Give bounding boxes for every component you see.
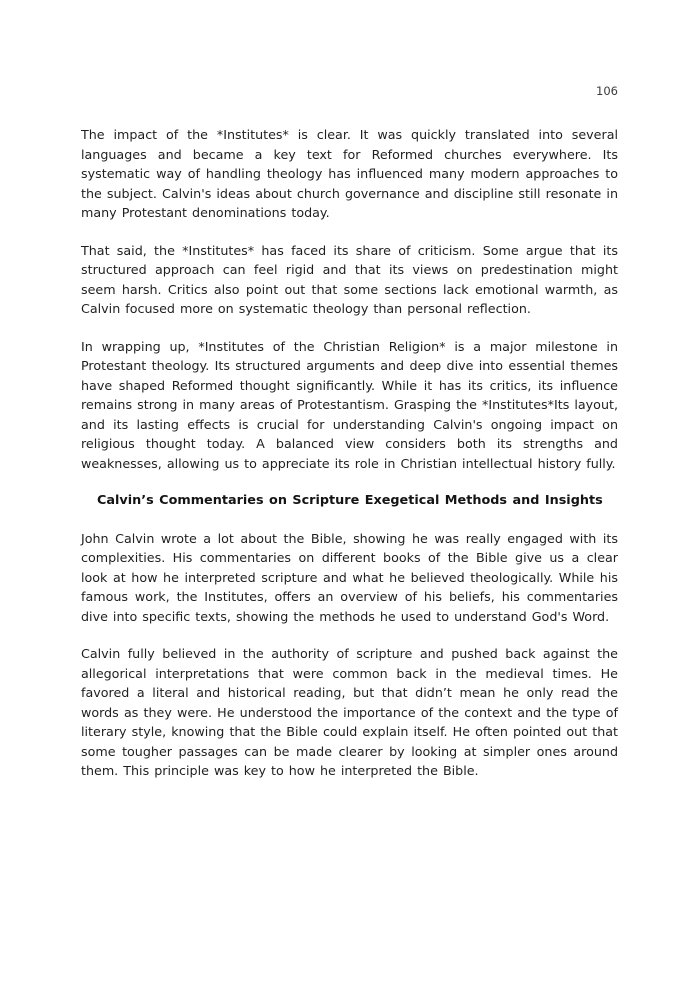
paragraph-commentaries-intro: John Calvin wrote a lot about the Bible, showing he was really engaged with its complexities. His commentaries on different books of the Bible give us a clear look at how he interpreted scripture and what he believed theologically. While his famous work, the Institutes, offers an overview of his beliefs, his commentaries dive into specific texts, showing the methods he used to understand God's Word. [81, 530, 618, 624]
paragraph-institutes-impact: The impact of the *Institutes* is clear. It was quickly translated into several languages and became a key text for Reformed churches everywhere. Its systematic way of handling theology has influenced many modern approaches to the subject. Calvin's ideas about church governance and discipline still resonate in many Protestant denominations today. [81, 127, 618, 220]
page-number: 106 [596, 84, 618, 98]
paragraph-scripture-authority: Calvin fully believed in the authority of scripture and pushed back against the allegorical interpretations that were common back in the medieval times. He favored a literal and historical reading, but that didn’t mean he only read the words as they were. He understood the importance of the context and the type of literary style, knowing that the Bible could explain itself. He often pointed out that some tougher passages can be made clearer by looking at simpler ones around them. This principle was key to how he interpreted the Bible. [81, 646, 618, 778]
section-heading-commentaries: Calvin’s Commentaries on Scripture Exegetical Methods and Insights [97, 493, 603, 508]
paragraph-institutes-criticism: That said, the *Institutes* has faced its share of criticism. Some argue that its structured approach can feel rigid and that its views on predestination might seem harsh. Critics also point out that some sections lack emotional warmth, as Calvin focused more on systematic theology than personal reflection. [81, 242, 618, 316]
paragraph-institutes-conclusion: In wrapping up, *Institutes of the Christian Religion* is a major milestone in Protestant theology. Its structured arguments and deep dive into essential themes have shaped Reformed thought significantly. While it has its critics, its influence remains strong in many areas of Protestantism. Grasping the *Institutes*Its layout, and its lasting effects is crucial for understanding Calvin's ongoing impact on religious thought today. A balanced view considers both its strengths and weaknesses, allowing us to appreciate its role in Christian intellectual history fully. [81, 338, 618, 471]
